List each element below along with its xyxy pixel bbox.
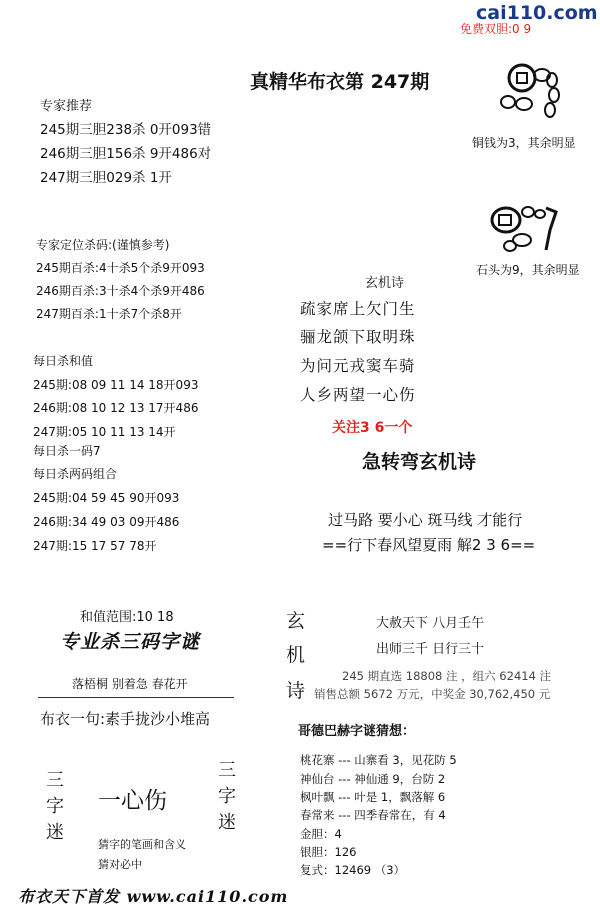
footer-banner: 布衣天下首发 www.cai110.com (18, 887, 289, 906)
sum-range: 和值范围:10 18 (80, 610, 174, 625)
xuanji-vertical-char: 玄 (286, 610, 306, 632)
riddle-answer: 一心伤 (98, 788, 167, 814)
page-title: 真精华布衣第 247期 (250, 71, 430, 93)
position-kill-line: 245期百杀:4十杀5个杀9开093 (36, 261, 205, 275)
one-code-kill: 每日杀一码7 (33, 444, 101, 458)
position-kill-line: 246期百杀:3十杀4个杀9开486 (36, 284, 205, 298)
position-kill-heading: 专家定位杀码:(谨慎参考) (36, 238, 170, 252)
xuanji-vertical-char: 机 (286, 644, 306, 666)
coins-picture (498, 58, 568, 126)
goldbach-line: 桃花寨 --- 山寨看 3，见花防 5 (300, 753, 457, 767)
gold-bile: 金胆：4 (300, 827, 342, 841)
poem-line: 人乡两望一心伤 (300, 386, 416, 404)
two-code-line: 245期:04 59 45 90开093 (33, 491, 180, 505)
sum-kill-line: 245期:08 09 11 14 18开093 (33, 378, 199, 392)
expert-heading: 专家推荐 (40, 99, 93, 114)
expert-line: 247期三胆029杀 1开 (40, 170, 172, 186)
riddle-hint: 猜对必中 (98, 858, 142, 871)
sum-kill-line: 247期:05 10 11 13 14开 (33, 425, 176, 439)
stones-caption: 石头为9，其余明显 (476, 263, 580, 277)
left-riddle-tag: 三字迷 (43, 770, 64, 848)
poem-solution: ==行下春风望夏雨 解2 3 6== (322, 536, 536, 554)
goldbach-heading: 哥德巴赫字谜猜想： (298, 724, 416, 739)
stones-picture (488, 200, 568, 256)
compound-combo: 复式：12469 （3） (300, 863, 406, 877)
sales-line: 销售总额 5672 万元，中奖金 30,762,450 元 (314, 687, 551, 701)
sum-kill-line: 246期:08 10 12 13 17开486 (33, 401, 199, 415)
divider (38, 697, 234, 698)
riddle-words: 落梧桐 别着急 春花开 (72, 677, 188, 691)
xuanji-line: 出师三千 日行三十 (376, 642, 485, 657)
two-code-heading: 每日杀两码组合 (33, 467, 118, 481)
riddle-title: 专业杀三码字谜 (60, 631, 201, 653)
expert-line: 246期三胆156杀 9开486对 (40, 146, 212, 162)
sales-line: 245 期直选 18808 注 ，组六 62414 注 (342, 669, 552, 683)
poem-line: 为问元戎窦车骑 (300, 357, 416, 375)
xuanji-line: 大赦天下 八月壬午 (376, 616, 485, 631)
site-logo: cai110.com (476, 2, 598, 24)
goldbach-line: 神仙台 --- 神仙通 9，台防 2 (300, 772, 446, 786)
silver-bile: 银胆：126 (300, 845, 357, 859)
free-double-bile-note: 免费双胆:0 9 (460, 22, 532, 36)
expert-line: 245期三胆238杀 0开093错 (40, 122, 212, 138)
sum-kill-heading: 每日杀和值 (33, 354, 94, 368)
road-riddle: 过马路 要小心 斑马线 才能行 (328, 511, 523, 529)
attention-note: 关注3 6一个 (332, 420, 413, 436)
right-riddle-tag: 三字迷 (215, 760, 236, 838)
xuanji-vertical-char: 诗 (286, 680, 306, 702)
goldbach-line: 枫叶飘 --- 叶是 1，飘落解 6 (300, 790, 446, 804)
two-code-line: 247期:15 17 57 78开 (33, 539, 157, 553)
riddle-hint: 猜字的笔画和含义 (98, 838, 186, 851)
poem-heading: 玄机诗 (365, 276, 405, 291)
poem-line: 疏家席上欠门生 (300, 300, 416, 318)
position-kill-line: 247期百杀:1十杀7个杀8开 (36, 307, 182, 321)
goldbach-line: 春常来 --- 四季春常在，有 4 (300, 808, 446, 822)
buyi-saying: 布衣一句:素手拢沙小堆高 (40, 710, 211, 728)
poem-slogan: 急转弯玄机诗 (362, 451, 477, 473)
two-code-line: 246期:34 49 03 09开486 (33, 515, 180, 529)
poem-line: 骊龙颌下取明珠 (300, 328, 416, 346)
coins-caption: 铜钱为3，其余明显 (472, 136, 576, 150)
